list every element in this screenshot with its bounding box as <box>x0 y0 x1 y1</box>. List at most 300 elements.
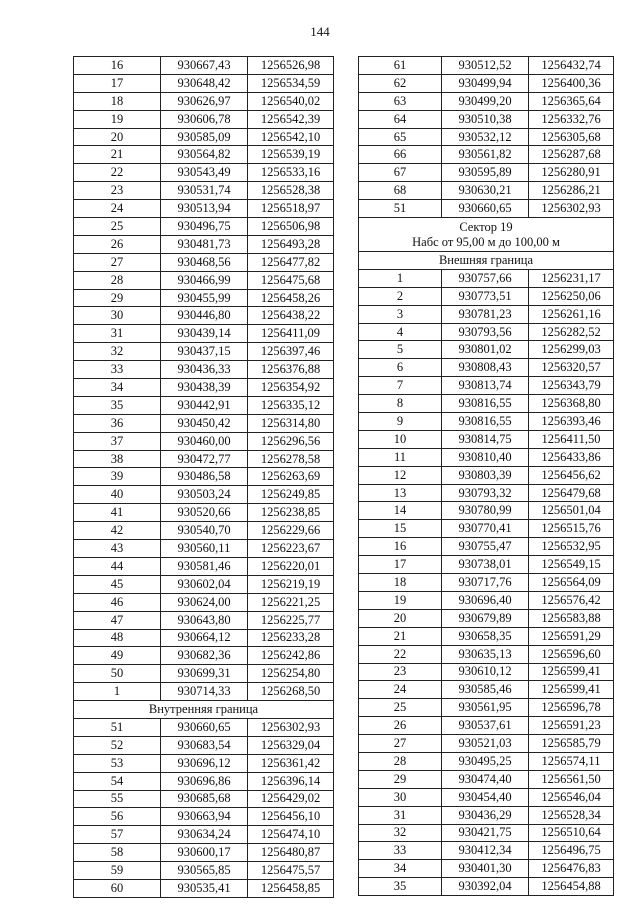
point-number-cell: 28 <box>74 271 161 289</box>
x-coordinate-cell: 930699,31 <box>161 665 248 683</box>
page-number: 144 <box>310 24 330 39</box>
x-coordinate-cell: 930439,14 <box>161 325 248 343</box>
point-number-cell: 7 <box>359 377 442 395</box>
sector-heading-line-1: Сектор 19 <box>459 219 513 234</box>
x-coordinate-cell: 930682,36 <box>161 647 248 665</box>
table-row <box>359 200 614 218</box>
y-coordinate-cell: 1256596,78 <box>529 699 614 717</box>
x-coordinate-cell: 930606,78 <box>161 110 248 128</box>
inner-boundary-heading: Внутренняя граница <box>74 701 334 719</box>
y-coordinate-cell: 1256261,16 <box>529 305 614 323</box>
table-row <box>74 307 334 325</box>
coordinates-table-left <box>73 56 334 898</box>
y-coordinate-cell: 1256576,42 <box>529 591 614 609</box>
x-coordinate-cell: 930537,61 <box>442 717 529 735</box>
point-number-cell: 3 <box>359 305 442 323</box>
x-coordinate-cell: 930585,09 <box>161 128 248 146</box>
table-row <box>359 752 614 770</box>
table-row <box>74 128 334 146</box>
x-coordinate-cell: 930421,75 <box>442 824 529 842</box>
table-row <box>74 343 334 361</box>
x-coordinate-cell: 930468,56 <box>161 253 248 271</box>
x-coordinate-cell: 930436,29 <box>442 806 529 824</box>
table-row <box>359 377 614 395</box>
y-coordinate-cell: 1256249,85 <box>248 486 334 504</box>
y-coordinate-cell: 1256254,80 <box>248 665 334 683</box>
point-number-cell: 51 <box>74 718 161 736</box>
table-row <box>359 448 614 466</box>
x-coordinate-cell: 930755,47 <box>442 538 529 556</box>
point-number-cell: 42 <box>74 522 161 540</box>
point-number-cell: 25 <box>74 218 161 236</box>
table-row <box>74 468 334 486</box>
y-coordinate-cell: 1256396,14 <box>248 772 334 790</box>
table-row <box>74 844 334 862</box>
y-coordinate-cell: 1256400,36 <box>529 74 614 92</box>
point-number-cell: 26 <box>74 235 161 253</box>
point-number-cell: 23 <box>359 663 442 681</box>
y-coordinate-cell: 1256314,80 <box>248 414 334 432</box>
y-coordinate-cell: 1256433,86 <box>529 448 614 466</box>
x-coordinate-cell: 930446,80 <box>161 307 248 325</box>
y-coordinate-cell: 1256479,68 <box>529 484 614 502</box>
point-number-cell: 24 <box>359 681 442 699</box>
y-coordinate-cell: 1256591,29 <box>529 627 614 645</box>
point-number-cell: 41 <box>74 504 161 522</box>
point-number-cell: 34 <box>74 379 161 397</box>
point-number-cell: 1 <box>74 683 161 701</box>
x-coordinate-cell: 930813,74 <box>442 377 529 395</box>
x-coordinate-cell: 930738,01 <box>442 556 529 574</box>
point-number-cell: 55 <box>74 790 161 808</box>
x-coordinate-cell: 930560,11 <box>161 540 248 558</box>
coordinates-table-right <box>358 56 614 896</box>
x-coordinate-cell: 930496,75 <box>161 218 248 236</box>
y-coordinate-cell: 1256599,41 <box>529 663 614 681</box>
table-row <box>359 699 614 717</box>
point-number-cell: 49 <box>74 647 161 665</box>
y-coordinate-cell: 1256365,64 <box>529 92 614 110</box>
x-coordinate-cell: 930442,91 <box>161 396 248 414</box>
point-number-cell: 66 <box>359 146 442 164</box>
y-coordinate-cell: 1256393,46 <box>529 413 614 431</box>
y-coordinate-cell: 1256268,50 <box>248 683 334 701</box>
point-number-cell: 67 <box>359 164 442 182</box>
point-number-cell: 19 <box>74 110 161 128</box>
point-number-cell: 44 <box>74 557 161 575</box>
y-coordinate-cell: 1256591,23 <box>529 717 614 735</box>
y-coordinate-cell: 1256220,01 <box>248 557 334 575</box>
y-coordinate-cell: 1256219,19 <box>248 575 334 593</box>
x-coordinate-cell: 930512,52 <box>442 57 529 75</box>
point-number-cell: 32 <box>74 343 161 361</box>
x-coordinate-cell: 930513,94 <box>161 200 248 218</box>
y-coordinate-cell: 1256305,68 <box>529 128 614 146</box>
y-coordinate-cell: 1256476,83 <box>529 860 614 878</box>
y-coordinate-cell: 1256302,93 <box>529 200 614 218</box>
x-coordinate-cell: 930679,89 <box>442 609 529 627</box>
point-number-cell: 60 <box>74 879 161 897</box>
x-coordinate-cell: 930660,65 <box>442 200 529 218</box>
y-coordinate-cell: 1256596,60 <box>529 645 614 663</box>
point-number-cell: 22 <box>359 645 442 663</box>
point-number-cell: 61 <box>359 57 442 75</box>
point-number-cell: 40 <box>74 486 161 504</box>
x-coordinate-cell: 930664,12 <box>161 629 248 647</box>
point-number-cell: 65 <box>359 128 442 146</box>
x-coordinate-cell: 930495,25 <box>442 752 529 770</box>
y-coordinate-cell: 1256583,88 <box>529 609 614 627</box>
point-number-cell: 54 <box>74 772 161 790</box>
table-row <box>359 359 614 377</box>
y-coordinate-cell: 1256458,26 <box>248 289 334 307</box>
x-coordinate-cell: 930816,55 <box>442 395 529 413</box>
x-coordinate-cell: 930450,42 <box>161 414 248 432</box>
y-coordinate-cell: 1256506,98 <box>248 218 334 236</box>
table-row <box>359 305 614 323</box>
table-row <box>74 862 334 880</box>
x-coordinate-cell: 930810,40 <box>442 448 529 466</box>
point-number-cell: 50 <box>74 665 161 683</box>
sector-heading-row <box>359 218 614 252</box>
y-coordinate-cell: 1256361,42 <box>248 754 334 772</box>
x-coordinate-cell: 930401,30 <box>442 860 529 878</box>
x-coordinate-cell: 930438,39 <box>161 379 248 397</box>
y-coordinate-cell: 1256432,74 <box>529 57 614 75</box>
y-coordinate-cell: 1256533,16 <box>248 164 334 182</box>
point-number-cell: 47 <box>74 611 161 629</box>
y-coordinate-cell: 1256335,12 <box>248 396 334 414</box>
y-coordinate-cell: 1256585,79 <box>529 735 614 753</box>
table-row <box>359 57 614 75</box>
table-row <box>74 414 334 432</box>
table-row <box>359 591 614 609</box>
point-number-cell: 11 <box>359 448 442 466</box>
outer-boundary-heading-row <box>359 252 614 270</box>
y-coordinate-cell: 1256278,58 <box>248 450 334 468</box>
x-coordinate-cell: 930581,46 <box>161 557 248 575</box>
point-number-cell: 52 <box>74 736 161 754</box>
y-coordinate-cell: 1256320,57 <box>529 359 614 377</box>
x-coordinate-cell: 930510,38 <box>442 110 529 128</box>
table-row <box>74 182 334 200</box>
table-row <box>359 182 614 200</box>
table-row <box>74 325 334 343</box>
table-row <box>359 717 614 735</box>
point-number-cell: 62 <box>359 74 442 92</box>
point-number-cell: 17 <box>359 556 442 574</box>
y-coordinate-cell: 1256542,39 <box>248 110 334 128</box>
x-coordinate-cell: 930436,33 <box>161 361 248 379</box>
table-row <box>74 432 334 450</box>
table-row <box>359 609 614 627</box>
point-number-cell: 33 <box>74 361 161 379</box>
x-coordinate-cell: 930814,75 <box>442 430 529 448</box>
x-coordinate-cell: 930486,58 <box>161 468 248 486</box>
table-row <box>74 790 334 808</box>
table-row <box>359 663 614 681</box>
inner-boundary-heading-row <box>74 701 334 719</box>
x-coordinate-cell: 930667,43 <box>161 57 248 75</box>
table-row <box>359 681 614 699</box>
x-coordinate-cell: 930634,24 <box>161 826 248 844</box>
table-row <box>359 788 614 806</box>
point-number-cell: 53 <box>74 754 161 772</box>
point-number-cell: 15 <box>359 520 442 538</box>
table-row <box>359 770 614 788</box>
x-coordinate-cell: 930460,00 <box>161 432 248 450</box>
x-coordinate-cell: 930561,82 <box>442 146 529 164</box>
table-row <box>359 430 614 448</box>
outer-boundary-heading: Внешняя граница <box>359 252 614 270</box>
point-number-cell: 64 <box>359 110 442 128</box>
y-coordinate-cell: 1256496,75 <box>529 842 614 860</box>
x-coordinate-cell: 930773,51 <box>442 287 529 305</box>
y-coordinate-cell: 1256231,17 <box>529 269 614 287</box>
y-coordinate-cell: 1256429,02 <box>248 790 334 808</box>
table-row <box>359 146 614 164</box>
table-row <box>74 92 334 110</box>
point-number-cell: 21 <box>359 627 442 645</box>
point-number-cell: 37 <box>74 432 161 450</box>
table-row <box>74 110 334 128</box>
point-number-cell: 58 <box>74 844 161 862</box>
point-number-cell: 14 <box>359 502 442 520</box>
y-coordinate-cell: 1256546,04 <box>529 788 614 806</box>
table-row <box>74 218 334 236</box>
x-coordinate-cell: 930481,73 <box>161 235 248 253</box>
point-number-cell: 36 <box>74 414 161 432</box>
x-coordinate-cell: 930600,17 <box>161 844 248 862</box>
x-coordinate-cell: 930585,46 <box>442 681 529 699</box>
table-row <box>359 110 614 128</box>
table-row <box>74 629 334 647</box>
point-number-cell: 26 <box>359 717 442 735</box>
table-row <box>74 718 334 736</box>
x-coordinate-cell: 930757,66 <box>442 269 529 287</box>
point-number-cell: 35 <box>74 396 161 414</box>
x-coordinate-cell: 930532,12 <box>442 128 529 146</box>
y-coordinate-cell: 1256475,68 <box>248 271 334 289</box>
y-coordinate-cell: 1256532,95 <box>529 538 614 556</box>
y-coordinate-cell: 1256540,02 <box>248 92 334 110</box>
y-coordinate-cell: 1256454,88 <box>529 878 614 896</box>
point-number-cell: 34 <box>359 860 442 878</box>
table-row <box>74 736 334 754</box>
table-row <box>74 504 334 522</box>
point-number-cell: 51 <box>359 200 442 218</box>
sector-heading-line-2: Набс от 95,00 м до 100,00 м <box>412 234 560 249</box>
y-coordinate-cell: 1256282,52 <box>529 323 614 341</box>
y-coordinate-cell: 1256280,91 <box>529 164 614 182</box>
y-coordinate-cell: 1256515,76 <box>529 520 614 538</box>
table-row <box>74 772 334 790</box>
y-coordinate-cell: 1256518,97 <box>248 200 334 218</box>
y-coordinate-cell: 1256302,93 <box>248 718 334 736</box>
point-number-cell: 59 <box>74 862 161 880</box>
x-coordinate-cell: 930564,82 <box>161 146 248 164</box>
point-number-cell: 12 <box>359 466 442 484</box>
y-coordinate-cell: 1256221,25 <box>248 593 334 611</box>
table-row <box>74 522 334 540</box>
x-coordinate-cell: 930466,99 <box>161 271 248 289</box>
y-coordinate-cell: 1256238,85 <box>248 504 334 522</box>
x-coordinate-cell: 930658,35 <box>442 627 529 645</box>
point-number-cell: 46 <box>74 593 161 611</box>
point-number-cell: 20 <box>74 128 161 146</box>
point-number-cell: 33 <box>359 842 442 860</box>
y-coordinate-cell: 1256474,10 <box>248 826 334 844</box>
x-coordinate-cell: 930801,02 <box>442 341 529 359</box>
point-number-cell: 27 <box>74 253 161 271</box>
y-coordinate-cell: 1256233,28 <box>248 629 334 647</box>
table-row <box>74 593 334 611</box>
x-coordinate-cell: 930803,39 <box>442 466 529 484</box>
table-row <box>359 824 614 842</box>
x-coordinate-cell: 930685,68 <box>161 790 248 808</box>
y-coordinate-cell: 1256458,85 <box>248 879 334 897</box>
y-coordinate-cell: 1256599,41 <box>529 681 614 699</box>
y-coordinate-cell: 1256229,66 <box>248 522 334 540</box>
table-row <box>74 575 334 593</box>
point-number-cell: 45 <box>74 575 161 593</box>
y-coordinate-cell: 1256456,10 <box>248 808 334 826</box>
table-row <box>74 361 334 379</box>
y-coordinate-cell: 1256438,22 <box>248 307 334 325</box>
table-row <box>359 735 614 753</box>
y-coordinate-cell: 1256263,69 <box>248 468 334 486</box>
x-coordinate-cell: 930770,41 <box>442 520 529 538</box>
point-number-cell: 39 <box>74 468 161 486</box>
point-number-cell: 13 <box>359 484 442 502</box>
y-coordinate-cell: 1256225,77 <box>248 611 334 629</box>
table-row <box>359 842 614 860</box>
point-number-cell: 48 <box>74 629 161 647</box>
point-number-cell: 27 <box>359 735 442 753</box>
table-row <box>74 379 334 397</box>
x-coordinate-cell: 930392,04 <box>442 878 529 896</box>
x-coordinate-cell: 930696,40 <box>442 591 529 609</box>
x-coordinate-cell: 930437,15 <box>161 343 248 361</box>
x-coordinate-cell: 930531,74 <box>161 182 248 200</box>
point-number-cell: 23 <box>74 182 161 200</box>
table-row <box>74 235 334 253</box>
x-coordinate-cell: 930660,65 <box>161 718 248 736</box>
x-coordinate-cell: 930474,40 <box>442 770 529 788</box>
point-number-cell: 63 <box>359 92 442 110</box>
point-number-cell: 6 <box>359 359 442 377</box>
table-row <box>74 754 334 772</box>
table-row <box>359 538 614 556</box>
table-row <box>359 860 614 878</box>
point-number-cell: 38 <box>74 450 161 468</box>
y-coordinate-cell: 1256296,56 <box>248 432 334 450</box>
x-coordinate-cell: 930520,66 <box>161 504 248 522</box>
point-number-cell: 2 <box>359 287 442 305</box>
y-coordinate-cell: 1256242,86 <box>248 647 334 665</box>
x-coordinate-cell: 930696,86 <box>161 772 248 790</box>
table-row <box>74 253 334 271</box>
x-coordinate-cell: 930499,20 <box>442 92 529 110</box>
y-coordinate-cell: 1256354,92 <box>248 379 334 397</box>
y-coordinate-cell: 1256501,04 <box>529 502 614 520</box>
x-coordinate-cell: 930472,77 <box>161 450 248 468</box>
point-number-cell: 16 <box>359 538 442 556</box>
point-number-cell: 5 <box>359 341 442 359</box>
y-coordinate-cell: 1256368,80 <box>529 395 614 413</box>
point-number-cell: 68 <box>359 182 442 200</box>
point-number-cell: 57 <box>74 826 161 844</box>
x-coordinate-cell: 930696,12 <box>161 754 248 772</box>
y-coordinate-cell: 1256411,09 <box>248 325 334 343</box>
y-coordinate-cell: 1256250,06 <box>529 287 614 305</box>
x-coordinate-cell: 930630,21 <box>442 182 529 200</box>
point-number-cell: 18 <box>74 92 161 110</box>
x-coordinate-cell: 930624,00 <box>161 593 248 611</box>
y-coordinate-cell: 1256510,64 <box>529 824 614 842</box>
x-coordinate-cell: 930595,89 <box>442 164 529 182</box>
table-row <box>359 92 614 110</box>
point-number-cell: 32 <box>359 824 442 842</box>
table-row <box>359 502 614 520</box>
table-row <box>74 808 334 826</box>
x-coordinate-cell: 930780,99 <box>442 502 529 520</box>
table-row <box>74 647 334 665</box>
point-number-cell: 17 <box>74 74 161 92</box>
y-coordinate-cell: 1256287,68 <box>529 146 614 164</box>
y-coordinate-cell: 1256299,03 <box>529 341 614 359</box>
point-number-cell: 30 <box>359 788 442 806</box>
x-coordinate-cell: 930454,40 <box>442 788 529 806</box>
table-row <box>74 665 334 683</box>
point-number-cell: 29 <box>359 770 442 788</box>
point-number-cell: 43 <box>74 540 161 558</box>
point-number-cell: 31 <box>74 325 161 343</box>
point-number-cell: 1 <box>359 269 442 287</box>
point-number-cell: 22 <box>74 164 161 182</box>
point-number-cell: 31 <box>359 806 442 824</box>
y-coordinate-cell: 1256332,76 <box>529 110 614 128</box>
table-row <box>74 200 334 218</box>
table-row <box>74 57 334 75</box>
x-coordinate-cell: 930816,55 <box>442 413 529 431</box>
y-coordinate-cell: 1256549,15 <box>529 556 614 574</box>
point-number-cell: 21 <box>74 146 161 164</box>
table-row <box>74 396 334 414</box>
x-coordinate-cell: 930648,42 <box>161 74 248 92</box>
y-coordinate-cell: 1256528,34 <box>529 806 614 824</box>
x-coordinate-cell: 930714,33 <box>161 683 248 701</box>
table-row <box>359 413 614 431</box>
table-row <box>359 341 614 359</box>
x-coordinate-cell: 930503,24 <box>161 486 248 504</box>
point-number-cell: 24 <box>74 200 161 218</box>
x-coordinate-cell: 930565,85 <box>161 862 248 880</box>
x-coordinate-cell: 930561,95 <box>442 699 529 717</box>
x-coordinate-cell: 930808,43 <box>442 359 529 377</box>
y-coordinate-cell: 1256542,10 <box>248 128 334 146</box>
y-coordinate-cell: 1256574,11 <box>529 752 614 770</box>
point-number-cell: 28 <box>359 752 442 770</box>
y-coordinate-cell: 1256397,46 <box>248 343 334 361</box>
table-row <box>359 806 614 824</box>
sector-heading <box>359 218 614 252</box>
table-row <box>74 683 334 701</box>
table-row <box>359 574 614 592</box>
x-coordinate-cell: 930793,32 <box>442 484 529 502</box>
point-number-cell: 29 <box>74 289 161 307</box>
table-row <box>359 287 614 305</box>
